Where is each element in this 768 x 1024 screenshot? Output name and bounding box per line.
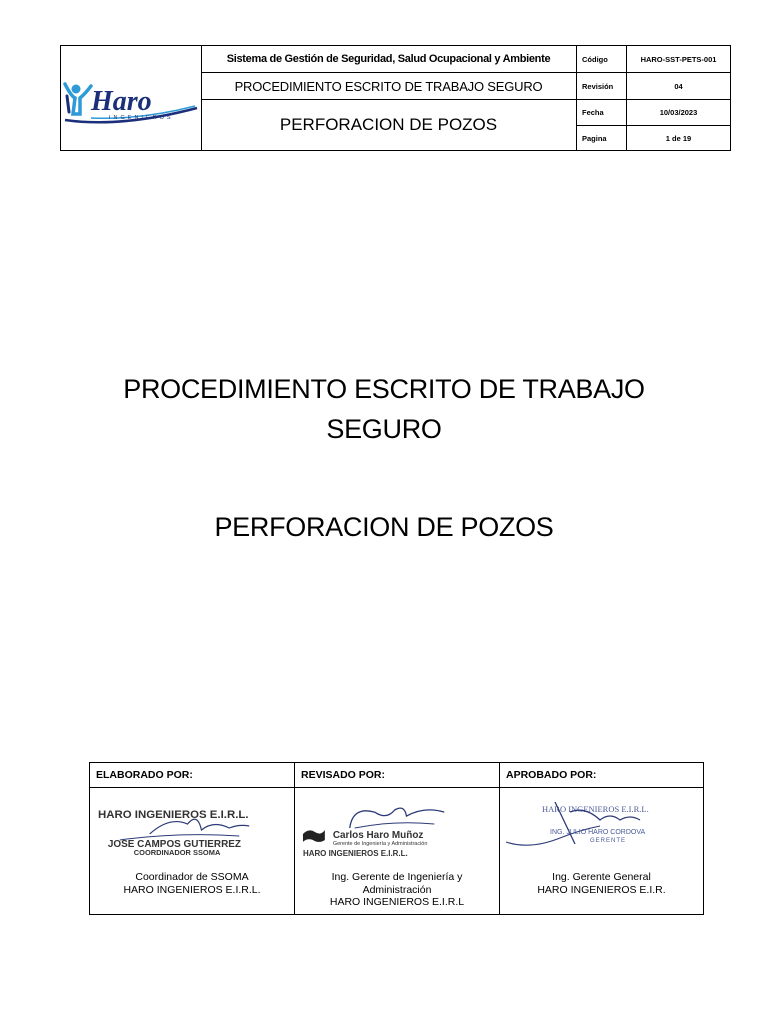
reviewed-by-role-line2: Administración (362, 883, 432, 896)
reviewed-by-heading: REVISADO POR: (295, 763, 499, 788)
approved-by-company: HARO INGENIEROS E.I.R. (537, 883, 666, 896)
reviewed-by-company: HARO INGENIEROS E.I.R.L (329, 896, 465, 908)
page-label: Pagina (577, 126, 627, 150)
prepared-by-heading: ELABORADO POR: (90, 763, 294, 788)
signature-reviewed-by (295, 763, 500, 914)
reviewed-by-info (295, 871, 499, 909)
svg-text:Gerente de Ingeniería y Admini: Gerente de Ingeniería y Administración (332, 840, 428, 847)
document-type: PROCEDIMIENTO ESCRITO DE TRABAJO SEGURO (201, 73, 577, 100)
code-label: Código (577, 46, 627, 73)
approved-by-role: Ing. Gerente General (552, 871, 651, 883)
prepared-by-info (90, 871, 294, 896)
document-header (60, 45, 731, 151)
reviewed-by-stamp (295, 790, 499, 868)
signature-approved-by (500, 763, 703, 914)
cover-subtitle: PERFORACION DE POZOS (214, 512, 554, 542)
system-title: Sistema de Gestión de Seguridad, Salud Ocupacional y Ambiente (201, 46, 577, 73)
svg-text:INGENIEROS: INGENIEROS (109, 115, 174, 121)
svg-text:GERENTE: GERENTE (590, 838, 627, 844)
page-value: 1 de 19 (665, 133, 692, 143)
signature-table (89, 762, 704, 915)
cover-title-line2: SEGURO (326, 414, 442, 444)
svg-text:ING. JULIO HARO CORDOVA: ING. JULIO HARO CORDOVA (550, 829, 646, 836)
svg-text:HARO INGENIEROS E.I.R.L.: HARO INGENIEROS E.I.R.L. (302, 848, 408, 858)
company-logo (61, 46, 202, 150)
revision-value: 04 (627, 73, 730, 100)
reviewed-by-role-line1: Ing. Gerente de Ingeniería y (331, 871, 463, 883)
haro-logo-graphic (61, 46, 201, 150)
date-value: 10/03/2023 (627, 100, 730, 126)
prepared-by-role: Coordinador de SSOMA (135, 871, 249, 883)
svg-text:Carlos Haro Muñoz: Carlos Haro Muñoz (332, 829, 424, 841)
cover-title-line1: PROCEDIMIENTO ESCRITO DE TRABAJO (123, 374, 645, 404)
document-title: PERFORACION DE POZOS (201, 100, 577, 150)
prepared-by-stamp (90, 790, 294, 868)
signature-prepared-by (90, 763, 295, 914)
approved-by-stamp (500, 790, 703, 868)
prepared-by-company: HARO INGENIEROS E.I.R.L. (123, 883, 261, 896)
code-value: HARO-SST-PETS-001 (627, 46, 730, 73)
approved-by-info (500, 871, 703, 896)
svg-text:HARO INGENIEROS E.I.R.L.: HARO INGENIEROS E.I.R.L. (542, 804, 649, 814)
approved-by-heading: APROBADO POR: (500, 763, 703, 788)
svg-text:HARO INGENIEROS E.I.R.L.: HARO INGENIEROS E.I.R.L. (97, 809, 249, 822)
svg-text:JOSE CAMPOS GUTIERREZ: JOSE CAMPOS GUTIERREZ (107, 838, 241, 850)
svg-text:COORDINADOR SSOMA: COORDINADOR SSOMA (133, 847, 221, 857)
revision-label: Revisión (577, 73, 627, 100)
date-label: Fecha (577, 100, 627, 126)
svg-text:Haro: Haro (91, 86, 152, 117)
